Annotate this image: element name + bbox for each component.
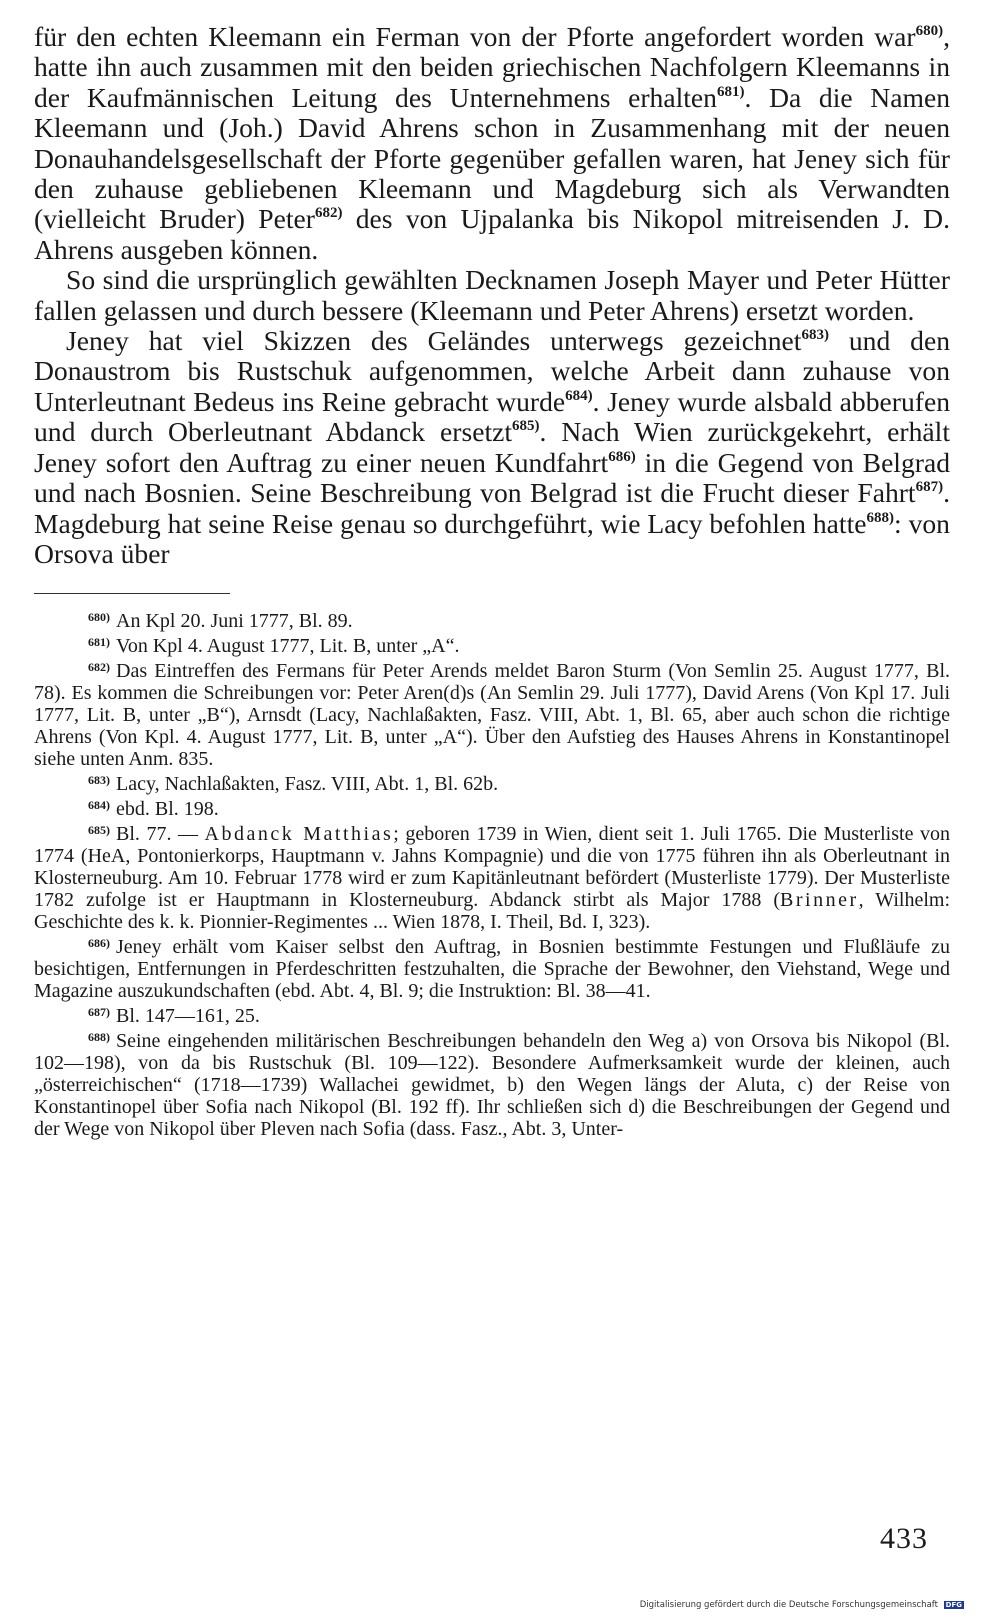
text-run: ; geboren 1739 in Wien, dient seit 1. Juli 1765. Die Musterliste von 1774 (HeA, Pontonierkorps, Hauptmann v. Jahns Kompagnie) und die von 1775 führen ihn als Oberleutnant in Klosterneuburg. Am 10. Februar 1778 wird er zum Kapitänleutnant befördert (Musterliste 1779). Der Musterliste 1782 zufolge ist er Hauptmann in Klosterneuburg. Abdanck stirbt als Major 1788 ( [34, 823, 950, 912]
text-run: So sind die ursprünglich gewählten Decknamen Joseph Mayer und Peter Hütter fallen gelassen und durch bessere (Kleemann und Peter Ahrens) ersetzt worden. [34, 264, 950, 326]
text-run: , Wilhelm: Geschichte des k. k. Pionnier-Regimentes ... Wien 1878, I. Theil, Bd. I, 323). [34, 889, 950, 934]
footnote-ref: 688) [866, 509, 895, 526]
footnote-ref: 681) [716, 83, 745, 100]
footnote-ref: 687) [915, 479, 944, 496]
footnote-number: 686) [88, 936, 110, 951]
text-run: ebd. Bl. 198. [116, 798, 219, 821]
main-text [34, 22, 950, 569]
footnote-ref: 684) [565, 387, 593, 404]
footnote-ref: 686) [608, 448, 636, 465]
text-run: und den Donaustrom bis Rustschuk aufgenommen, welche Arbeit dann zuhause von Unterleutnant Bedeus ins Reine gebracht wurde [34, 325, 951, 417]
text-run: des von Ujpalanka bis Nikopol mitreisenden J. D. Ahrens ausgeben können. [34, 203, 950, 265]
text-run: . Nach Wien zurückgekehrt, erhält Jeney sofort den Auftrag zu einer neuen Kundfahrt [34, 416, 950, 478]
paragraph [34, 22, 950, 265]
footnotes [34, 610, 950, 1140]
footnote [34, 635, 950, 657]
text-run: Jeney erhält vom Kaiser selbst den Auftrag, in Bosnien bestimmte Festungen und Flußläufe zu besichtigen, Entfernungen in Pferdeschritten festzuhalten, die Sprache der Bewohner, den Viehstand, Wege und Magazine auszukundschaften (ebd. Abt. 4, Bl. 9; die Instruktion: Bl. 38—41. [34, 936, 950, 1003]
footnote [34, 1005, 950, 1027]
text-run: Bl. 77. — [116, 823, 205, 846]
spaced-name: Abdanck Matthias [204, 823, 394, 846]
text-run: Seine eingehenden militärischen Beschreibungen behandeln den Weg a) von Orsova bis Nikopol (Bl. 102—198), von da bis Rustschuk (Bl. 109—122). Besondere Aufmerksamkeit wurde der kleinen, auch „österreichischen“ (1718—1739) Wallachei gewidmet, b) den Wegen längs der Aluta, c) der Reise von Konstantinopel über Sofia nach Nikopol (Bl. 192 ff). Ihr schließen sich d) die Beschreibungen der Gegend und der Wege von Nikopol über Pleven nach Sofia (dass. Fasz., Abt. 3, Unter- [34, 1030, 950, 1141]
text-run: Lacy, Nachlaßakten, Fasz. VIII, Abt. 1, Bl. 62b. [116, 773, 499, 796]
footnote-ref: 685) [512, 418, 540, 435]
text-run: Jeney hat viel Skizzen des Geländes unterwegs gezeichnet [66, 325, 802, 357]
footnote-ref: 683) [801, 327, 829, 344]
footnote-number: 683) [88, 773, 110, 788]
text-run: Von Kpl 4. August 1777, Lit. B, unter „A“. [116, 635, 460, 658]
footnote-number: 688) [88, 1030, 110, 1045]
footnote [34, 660, 950, 770]
text-run: , hatte ihn auch zusammen mit den beiden griechischen Nachfolgern Kleemanns in der Kaufmännischen Leitung des Unternehmens erhalten [34, 21, 950, 113]
page-number: 433 [880, 1522, 928, 1555]
footnote [34, 1030, 950, 1140]
text-run: An Kpl 20. Juni 1777, Bl. 89. [116, 610, 353, 633]
footnote [34, 773, 950, 795]
text-run: Bl. 147—161, 25. [116, 1005, 260, 1028]
footnote-number: 680) [88, 610, 110, 625]
paragraph [34, 326, 950, 569]
dfg-logo: DFG [945, 1601, 962, 1609]
footnote [34, 823, 950, 933]
text-run: : von Orsova über [34, 507, 950, 569]
text-run: Das Eintreffen des Fermans für Peter Arends meldet Baron Sturm (Von Semlin 25. August 1777, Bl. 78). Es kommen die Schreibungen vor: Peter Aren(d)s (An Semlin 29. Juli 1777), David Arens (Von Kpl 17. Juli 1777, Lit. B, unter „B“), Arnsdt (Lacy, Nachlaßakten, Fasz. VIII, Abt. 1, Bl. 65, aber auch schon die richtige Ahrens (Von Kpl. 4. August 1777, Lit. B, unter „A“). Über den Aufstieg des Hauses Ahrens in Konstantinopel siehe unten Anm. 835. [34, 660, 950, 771]
digitization-credit-text: Digitalisierung gefördert durch die Deutsche Forschungsgemeinschaft [639, 1600, 938, 1610]
spaced-name: Brinner [780, 889, 859, 912]
footnote [34, 610, 950, 632]
text-run: in die Gegend von Belgrad und nach Bosnien. Seine Beschreibung von Belgrad ist die Frucht dieser Fahrt [34, 446, 951, 509]
text-run: . Da die Namen Kleemann und (Joh.) David Ahrens schon in Zusammenhang mit der neuen Donauhandelsgesellschaft der Pforte gegenüber gefallen waren, hat Jeney sich für den zuhause gebliebenen Kleemann und Magdeburg sich als Verwandten (vielleicht Bruder) Peter [34, 81, 950, 235]
footnote-rule [34, 593, 230, 594]
digitization-credit [640, 1600, 964, 1610]
footnote [34, 936, 950, 1002]
footnote-number: 687) [88, 1005, 110, 1020]
footnote-number: 684) [88, 798, 110, 813]
footnote-number: 682) [88, 660, 110, 675]
footnote-ref: 682) [314, 205, 343, 222]
text-run: für den echten Kleemann ein Ferman von der Pforte angefordert worden war [34, 21, 916, 52]
text-run: . Jeney wurde alsbald abberufen und durch Oberleutnant Abdanck ersetzt [34, 385, 950, 448]
footnote-number: 681) [88, 635, 110, 650]
paragraph [34, 265, 950, 326]
footnote [34, 798, 950, 820]
text-run: . Magdeburg hat seine Reise genau so durchgeführt, wie Lacy befohlen hatte [34, 477, 950, 539]
footnote-ref: 680) [915, 23, 944, 39]
book-page [34, 22, 950, 1143]
footnote-number: 685) [88, 823, 110, 838]
